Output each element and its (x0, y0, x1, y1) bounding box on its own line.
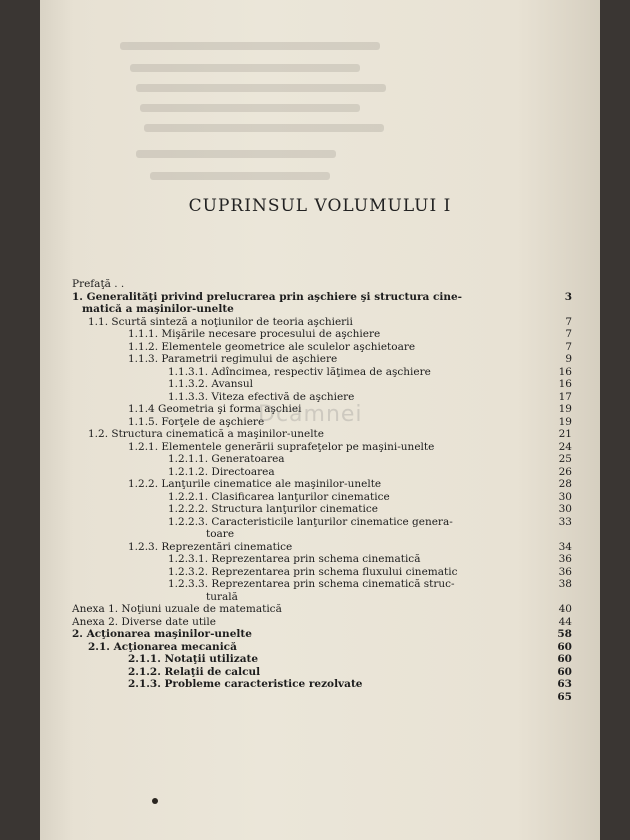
toc-entry (72, 453, 572, 466)
toc-entry-page: 16 (558, 365, 572, 378)
toc-entry (72, 566, 572, 579)
toc-entry-page: 36 (558, 553, 572, 565)
watermark: Dcamnei (258, 402, 363, 427)
toc-entry (72, 616, 572, 629)
toc-entry-title: 1.1.4 Geometria şi forma aşchiei (128, 403, 302, 415)
toc-entry-title: 1.1.3.2. Avansul (168, 378, 254, 390)
toc-entry-title: 2.1.1. Notaţii utilizate (128, 653, 259, 665)
toc-entry-page: 28 (558, 478, 572, 490)
toc-entry (72, 441, 572, 454)
toc-entry (72, 316, 572, 329)
toc-entry-page: 16 (558, 378, 572, 390)
page-title: CUPRINSUL VOLUMULUI I (188, 196, 452, 216)
toc-entry-title: 2. Acţionarea maşinilor-unelte (72, 628, 252, 640)
toc-entry (72, 603, 572, 616)
toc-entry-page: 7 (565, 315, 572, 328)
toc-entry (72, 591, 572, 604)
toc-entry-title: 1.2.2.2. Structura lanţurilor cinematice (168, 503, 378, 515)
toc-entry-title: 1.2. Structura cinematică a maşinilor-unelte (88, 428, 324, 440)
toc-entry (72, 353, 572, 366)
toc-entry-title: 1.1.3.3. Viteza efectivă de aşchiere (168, 390, 355, 403)
toc-entry-page: 40 (558, 603, 572, 615)
toc-entry-title: Prefaţă . . (72, 278, 125, 290)
toc-entry-page: 21 (558, 428, 572, 440)
toc-entry-page: 36 (558, 565, 572, 578)
show-through-text (40, 0, 600, 200)
toc-entry (72, 478, 572, 491)
toc-entry-page: 60 (557, 665, 572, 678)
toc-entry-title: 1.1.5. Forţele de aşchiere (128, 415, 265, 428)
toc-entry-title: 1.1.3.1. Adîncimea, respectiv lăţimea de aşchiere (168, 365, 431, 378)
toc-entry-page: 24 (558, 440, 572, 453)
toc-entry (72, 278, 572, 291)
toc-entry-title: 2.1.2. Relaţii de calcul (128, 665, 261, 678)
toc-entry-title: 1.2.3.1. Reprezentarea prin schema cinematică (168, 553, 421, 565)
toc-entry-title: 1.1. Scurtă sinteză a noţiunilor de teoria aşchierii (88, 315, 353, 328)
toc-entry (72, 366, 572, 379)
toc-entry-page: 60 (557, 640, 572, 653)
toc-entry-title: 2.1.3. Probleme caracteristice rezolvate (128, 678, 363, 690)
toc-entry (72, 328, 572, 341)
toc-entry-title: Anexa 1. Noţiuni uzuale de matematică (72, 603, 282, 615)
toc-entry-page: 38 (558, 578, 572, 590)
toc-entry (72, 528, 572, 541)
toc-entry (72, 291, 572, 304)
toc-entry-page: 7 (565, 340, 572, 353)
toc-entry-title: matică a maşinilor-unelte (82, 303, 234, 315)
toc-entry (72, 678, 572, 691)
toc-entry-page: 30 (558, 490, 572, 503)
toc-entry (72, 641, 572, 654)
toc-entry (72, 578, 572, 591)
toc-entry-page: 60 (557, 653, 572, 665)
toc-entry (72, 466, 572, 479)
toc-entry (72, 341, 572, 354)
toc-entry-title: 1.2.2. Lanţurile cinematice ale maşinilor-unelte (128, 478, 382, 490)
page-spot (152, 798, 158, 804)
toc-entry (72, 666, 572, 679)
toc-entry-title: 1.1.1. Mişările necesare procesului de aşchiere (128, 328, 381, 340)
toc-entry (72, 428, 572, 441)
toc-entry-title: turală (206, 590, 238, 603)
toc-entry-title: 1.2.2.3. Caracteristicile lanţurilor cinematice genera- (168, 515, 453, 528)
toc-entry (72, 378, 572, 391)
toc-entry (72, 553, 572, 566)
toc-entry-page: 33 (558, 515, 572, 528)
toc-entry (72, 691, 572, 704)
toc-entry (72, 628, 572, 641)
toc-entry-title: 1.2.1. Elementele generării suprafeţelor pe maşini-unelte (128, 440, 435, 453)
toc-entry-title: 1.2.3. Reprezentări cinematice (128, 540, 293, 553)
toc-entry (72, 516, 572, 529)
toc-entry (72, 503, 572, 516)
toc-entry (72, 491, 572, 504)
toc-entry-page: 63 (557, 678, 572, 690)
toc-entry-page: 19 (558, 415, 572, 428)
toc-entry-page: 3 (564, 290, 572, 303)
toc-entry-title: 1.1.3. Parametrii regimului de aşchiere (128, 353, 338, 365)
toc-entry-title: 1.1.2. Elementele geometrice ale sculelor aşchietoare (128, 340, 416, 353)
toc-entry-page: 58 (557, 628, 572, 640)
book-page (40, 0, 600, 840)
toc-entry (72, 541, 572, 554)
toc-entry-page: 7 (565, 328, 572, 340)
toc-entry-title: 2.1. Acţionarea mecanică (88, 640, 237, 653)
toc-entry-title: 1.2.1.2. Directoarea (168, 465, 275, 478)
toc-entry (72, 653, 572, 666)
toc-entry-page: 19 (558, 403, 572, 415)
toc-entry-page: 26 (558, 465, 572, 478)
toc-entry-title: toare (206, 528, 235, 540)
toc-entry-title: 1.2.3.3. Reprezentarea prin schema cinematică struc- (168, 578, 455, 590)
toc-entry-page: 9 (565, 353, 572, 365)
toc-entry-page: 34 (558, 540, 572, 553)
toc-entry-title: Anexa 2. Diverse date utile (72, 615, 216, 628)
toc-entry-title: 1.2.2.1. Clasificarea lanţurilor cinematice (168, 490, 390, 503)
toc-entry-title: 1. Generalităţi privind prelucrarea prin aşchiere şi structura cine- (72, 290, 463, 303)
table-of-contents (72, 278, 572, 703)
toc-entry-page: 65 (557, 690, 572, 703)
toc-entry-title: 1.2.3.2. Reprezentarea prin schema fluxului cinematic (168, 565, 458, 578)
toc-entry-page: 17 (558, 390, 572, 403)
toc-entry-page: 30 (558, 503, 572, 515)
toc-entry-page: 44 (558, 615, 572, 628)
toc-entry-page: 25 (558, 453, 572, 465)
toc-entry-title: 1.2.1.1. Generatoarea (168, 453, 285, 465)
toc-entry (72, 303, 572, 316)
